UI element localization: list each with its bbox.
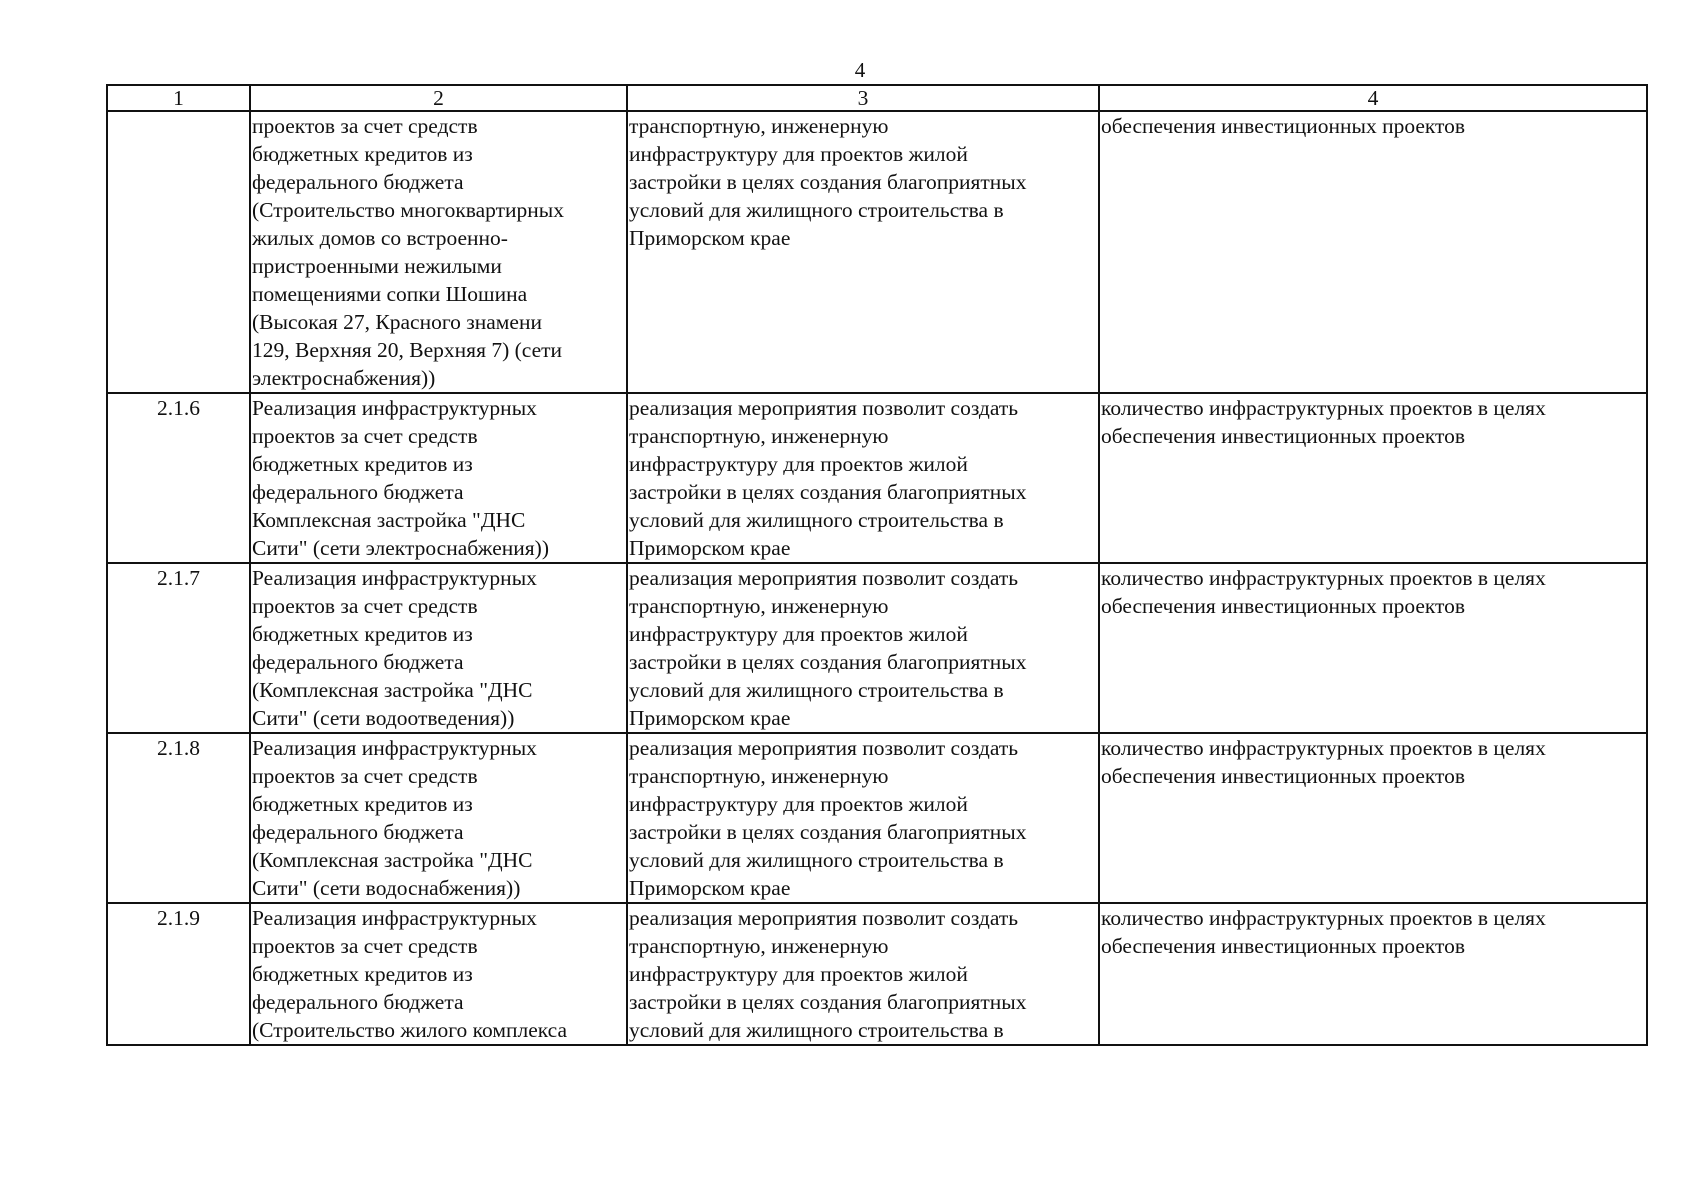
table-row xyxy=(107,393,1647,563)
measure-result: реализация мероприятия позволит создать транспортную, инженерную инфраструктуру для проектов жилой застройки в целях создания благоприятных условий для жилищного строительства в xyxy=(627,903,1099,1045)
page-number: 4 xyxy=(854,58,866,82)
measure-result: реализация мероприятия позволит создать транспортную, инженерную инфраструктуру для проектов жилой застройки в целях создания благоприятных условий для жилищного строительства в Приморском крае xyxy=(627,563,1099,733)
table-header-row xyxy=(107,85,1647,111)
row-number: 2.1.6 xyxy=(107,393,250,563)
row-number: 2.1.8 xyxy=(107,733,250,903)
measure-name: Реализация инфраструктурных проектов за счет средств бюджетных кредитов из федерального бюджета (Комплексная застройка "ДНС Сити" (сети водоснабжения)) xyxy=(250,733,627,903)
measure-result: реализация мероприятия позволит создать транспортную, инженерную инфраструктуру для проектов жилой застройки в целях создания благоприятных условий для жилищного строительства в Приморском крае xyxy=(627,733,1099,903)
measure-name: Реализация инфраструктурных проектов за счет средств бюджетных кредитов из федерального бюджета (Комплексная застройка "ДНС Сити" (сети водоотведения)) xyxy=(250,563,627,733)
column-header: 4 xyxy=(1099,85,1647,111)
measure-indicator: количество инфраструктурных проектов в целях обеспечения инвестиционных проектов xyxy=(1099,563,1647,733)
row-number: 2.1.9 xyxy=(107,903,250,1045)
measures-table xyxy=(106,84,1648,1046)
measure-name: Реализация инфраструктурных проектов за счет средств бюджетных кредитов из федерального бюджета Комплексная застройка "ДНС Сити" (сети электроснабжения)) xyxy=(250,393,627,563)
measure-result: реализация мероприятия позволит создать транспортную, инженерную инфраструктуру для проектов жилой застройки в целях создания благоприятных условий для жилищного строительства в Приморском крае xyxy=(627,393,1099,563)
row-number: 2.1.7 xyxy=(107,563,250,733)
table-row xyxy=(107,733,1647,903)
measure-name: проектов за счет средств бюджетных кредитов из федерального бюджета (Строительство многоквартирных жилых домов со встроенно- пристроенными нежилыми помещениями сопки Шошина (Высокая 27, Красного знамени 129, Верхняя 20, Верхняя 7) (сети электроснабжения)) xyxy=(250,111,627,393)
row-number xyxy=(107,111,250,393)
column-header: 3 xyxy=(627,85,1099,111)
measure-result: транспортную, инженерную инфраструктуру для проектов жилой застройки в целях создания благоприятных условий для жилищного строительства в Приморском крае xyxy=(627,111,1099,393)
measure-indicator: количество инфраструктурных проектов в целях обеспечения инвестиционных проектов xyxy=(1099,733,1647,903)
measure-indicator: количество инфраструктурных проектов в целях обеспечения инвестиционных проектов xyxy=(1099,903,1647,1045)
measure-indicator: количество инфраструктурных проектов в целях обеспечения инвестиционных проектов xyxy=(1099,393,1647,563)
column-header: 2 xyxy=(250,85,627,111)
table-row xyxy=(107,903,1647,1045)
table-row xyxy=(107,563,1647,733)
column-header: 1 xyxy=(107,85,250,111)
measure-name: Реализация инфраструктурных проектов за счет средств бюджетных кредитов из федерального бюджета (Строительство жилого комплекса xyxy=(250,903,627,1045)
measure-indicator: обеспечения инвестиционных проектов xyxy=(1099,111,1647,393)
table-row xyxy=(107,111,1647,393)
